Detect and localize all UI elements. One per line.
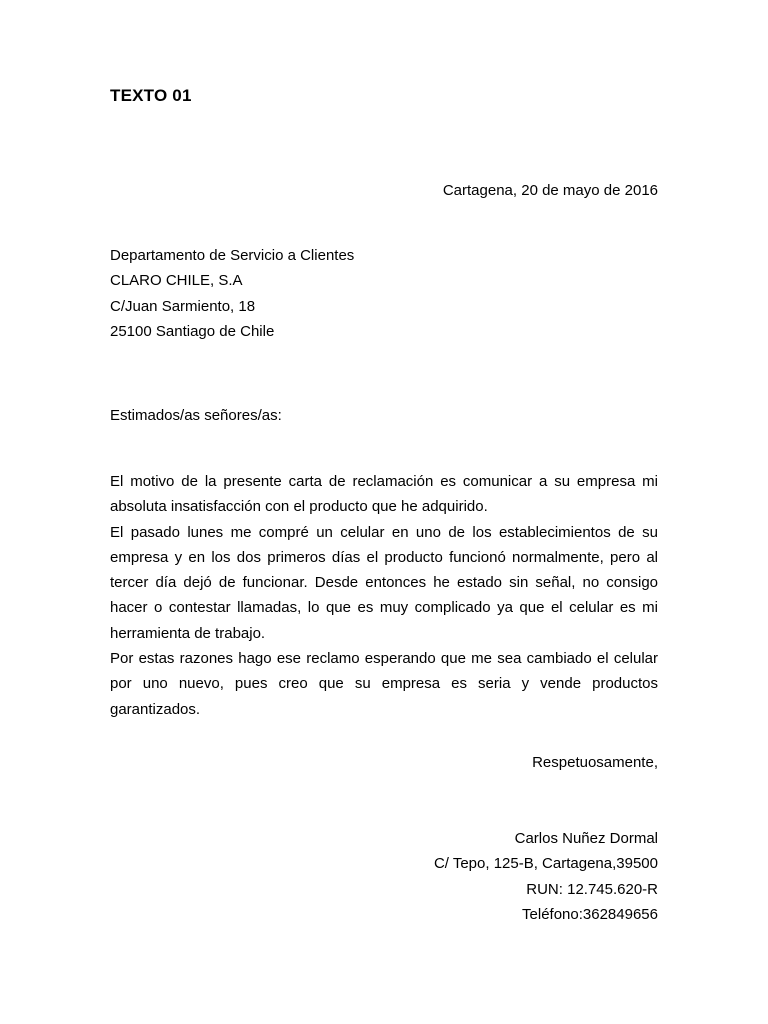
body-paragraph-3: Por estas razones hago ese reclamo esperando que me sea cambiado el celular por uno nuevo, pues creo que su empresa es seria y vende productos garantizados. (110, 650, 658, 718)
recipient-street: C/Juan Sarmiento, 18 (110, 297, 256, 315)
letter-body (110, 469, 658, 722)
recipient-company: CLARO CHILE, S.A (110, 272, 243, 290)
signature-name: Carlos Nuñez Dormal (514, 830, 658, 847)
signature-block (434, 826, 658, 927)
document-title: TEXTO 01 (110, 86, 192, 105)
date-line: Cartagena, 20 de mayo de 2016 (442, 182, 658, 199)
signature-address: C/ Tepo, 125-B, Cartagena,39500 (433, 855, 658, 873)
body-paragraph-1: El motivo de la presente carta de reclamación es comunicar a su empresa mi absoluta insatisfacción con el producto que he adquirido. (110, 473, 658, 516)
recipient-city: 25100 Santiago de Chile (110, 322, 275, 340)
signature-phone: Teléfono:362849656 (522, 905, 658, 923)
body-paragraph-2: El pasado lunes me compré un celular en uno de los establecimientos de su empresa y en los dos primeros días el producto funcionó normalmente, pero al tercer día dejó de funcionar. Desde entonces he estado sin señal, no consigo hacer o contestar llamadas, lo que es muy complicado ya que el celular es mi herramienta de trabajo. (110, 523, 658, 642)
recipient-department: Departamento de Servicio a Clientes (110, 247, 355, 264)
closing: Respetuosamente, (532, 754, 658, 771)
signature-run: RUN: 12.745.620-R (526, 880, 658, 898)
recipient-block (110, 243, 354, 344)
salutation: Estimados/as señores/as: (110, 407, 282, 424)
